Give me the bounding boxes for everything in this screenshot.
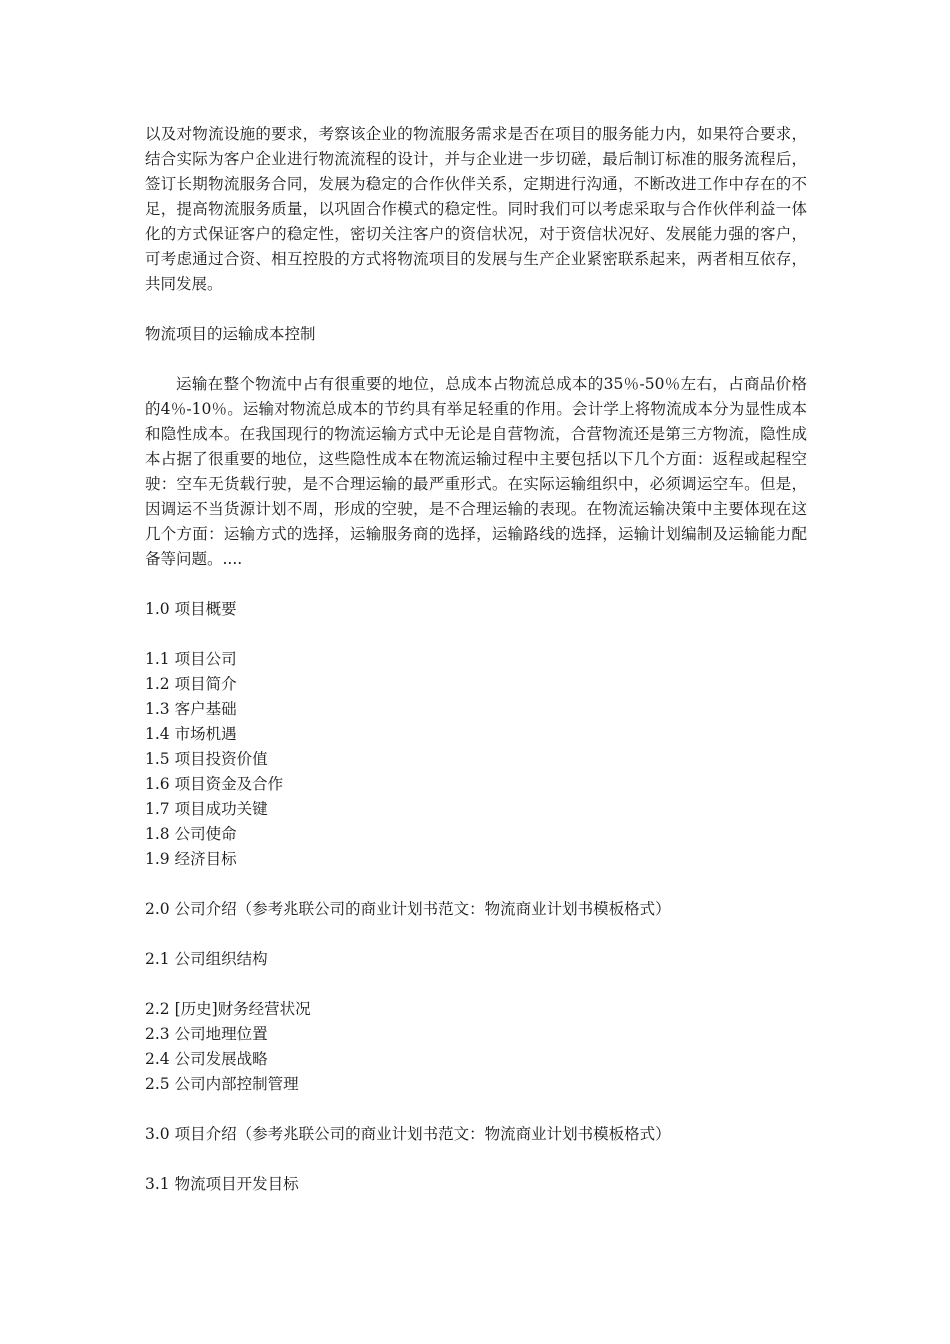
outline-item: 2.2 [历史]财务经营状况 bbox=[145, 1000, 311, 1018]
cost-paragraph: 运输在整个物流中占有很重要的地位，总成本占物流总成本的35％-50％左右，占商品价格的4％-10％。运输对物流总成本的节约具有举足轻重的作用。会计学上将物流成本分为显性成本和隐性成本。在我国现行的物流运输方式中无论是自营物流，合营物流还是第三方物流，隐性成本占据了很重要的地位，这些隐性成本在物流运输过程中主要包括以下几个方面：返程或起程空驶：空车无货载行驶，是不合理运输的最严重形式。在实际运输组织中，必须调运空车。但是，因调运不当货源计划不周，形成的空驶，是不合理运输的表现。在物流运输决策中主要体现在这几个方面：运输方式的选择，运输服务商的选择，运输路线的选择，运输计划编制及运输能力配备等问题。.... bbox=[145, 375, 807, 568]
outline-heading-3-0: 3.0 项目介绍（参考兆联公司的商业计划书范文：物流商业计划书模板格式） bbox=[145, 1125, 671, 1143]
outline-item: 1.5 项目投资价值 bbox=[145, 750, 268, 768]
outline-item: 1.7 项目成功关键 bbox=[145, 800, 268, 818]
outline-heading-2-0: 2.0 公司介绍（参考兆联公司的商业计划书范文：物流商业计划书模板格式） bbox=[145, 900, 671, 918]
outline-item: 2.3 公司地理位置 bbox=[145, 1025, 268, 1043]
outline-list-section-2 bbox=[145, 997, 807, 1097]
intro-paragraph: 以及对物流设施的要求，考察该企业的物流服务需求是否在项目的服务能力内，如果符合要求，结合实际为客户企业进行物流流程的设计，并与企业进一步切磋，最后制订标准的服务流程后，签订长期物流服务合同，发展为稳定的合作伙伴关系，定期进行沟通，不断改进工作中存在的不足，提高物流服务质量，以巩固合作模式的稳定性。同时我们可以考虑采取与合作伙伴利益一体化的方式保证客户的稳定性，密切关注客户的资信状况，对于资信状况好、发展能力强的客户，可考虑通过合资、相互控股的方式将物流项目的发展与生产企业紧密联系起来，两者相互依存，共同发展。 bbox=[145, 125, 807, 293]
outline-heading-3-1: 3.1 物流项目开发目标 bbox=[145, 1175, 299, 1193]
outline-item: 1.3 客户基础 bbox=[145, 700, 237, 718]
outline-heading-1-0: 1.0 项目概要 bbox=[145, 600, 237, 618]
outline-item: 2.5 公司内部控制管理 bbox=[145, 1075, 299, 1093]
document-page bbox=[145, 122, 807, 1197]
outline-item: 1.8 公司使命 bbox=[145, 825, 237, 843]
outline-item: 1.1 项目公司 bbox=[145, 650, 237, 668]
outline-item: 2.4 公司发展战略 bbox=[145, 1050, 268, 1068]
outline-item: 1.2 项目简介 bbox=[145, 675, 237, 693]
outline-item: 1.4 市场机遇 bbox=[145, 725, 237, 743]
section-heading: 物流项目的运输成本控制 bbox=[145, 325, 316, 343]
outline-item: 1.9 经济目标 bbox=[145, 850, 237, 868]
outline-heading-2-1: 2.1 公司组织结构 bbox=[145, 950, 268, 968]
outline-list-section-1 bbox=[145, 647, 807, 872]
outline-item: 1.6 项目资金及合作 bbox=[145, 775, 284, 793]
